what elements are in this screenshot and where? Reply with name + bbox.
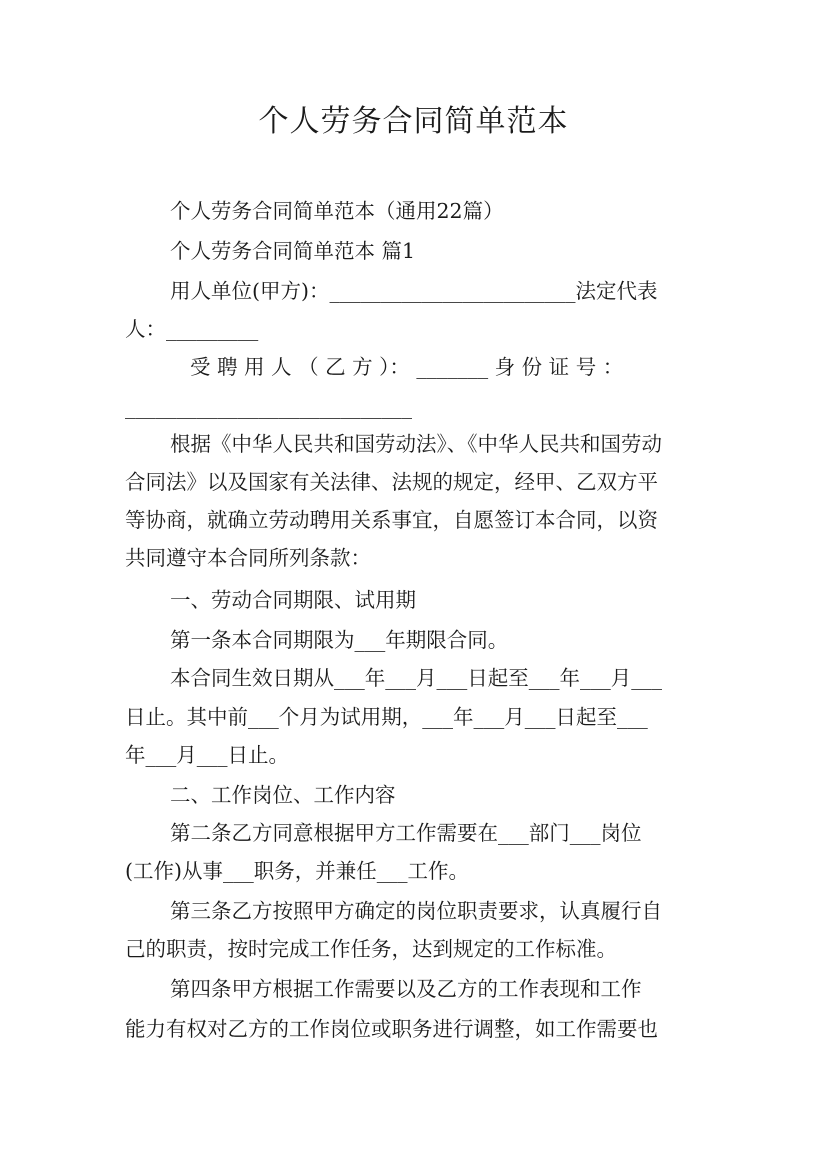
- clause-line: 能力有权对乙方的工作岗位或职务进行调整，如工作需要也: [125, 1017, 658, 1041]
- section-heading: 一、劳动合同期限、试用期: [170, 588, 416, 612]
- clause-line: 本合同生效日期从___年___月___日起至___年___月___: [170, 666, 662, 690]
- paragraph-line: 根据《中华人民共和国劳动法》、《中华人民共和国劳动: [170, 432, 662, 456]
- section-heading: 个人劳务合同简单范本 篇1: [170, 239, 416, 263]
- clause-line: 第二条乙方同意根据甲方工作需要在___部门___岗位: [170, 821, 642, 845]
- clause-line: 第四条甲方根据工作需要以及乙方的工作表现和工作: [170, 977, 642, 1001]
- clause-line: 第三条乙方按照甲方确定的岗位职责要求，认真履行自: [170, 899, 662, 923]
- id-number-blank: ____________________________: [125, 395, 412, 419]
- section-heading: 二、工作岗位、工作内容: [170, 783, 396, 807]
- employee-line: 受 聘 用 人 （ 乙 方 ）： _______ 身 份 证 号 ：: [190, 355, 624, 379]
- paragraph-line: 共同遵守本合同所列条款：: [125, 546, 371, 570]
- clause-line: 日止。其中前___个月为试用期，___年___月___日起至___: [125, 705, 648, 729]
- representative-line: 人：_________: [125, 317, 259, 341]
- document-title: 个人劳务合同简单范本: [258, 104, 569, 139]
- clause-line: (工作)从事___职务，并兼任___工作。: [125, 859, 469, 883]
- clause-line: 己的职责，按时完成工作任务，达到规定的工作标准。: [125, 937, 617, 961]
- subtitle-line: 个人劳务合同简单范本（通用22篇）: [170, 199, 504, 223]
- employer-line: 用人单位(甲方)：________________________法定代表: [170, 279, 658, 303]
- paragraph-line: 合同法》以及国家有关法律、法规的规定，经甲、乙双方平: [125, 470, 658, 494]
- clause-line: 年___月___日止。: [125, 743, 289, 767]
- paragraph-line: 等协商，就确立劳动聘用关系事宜，自愿签订本合同，以资: [125, 508, 658, 532]
- clause-line: 第一条本合同期限为___年期限合同。: [170, 628, 509, 652]
